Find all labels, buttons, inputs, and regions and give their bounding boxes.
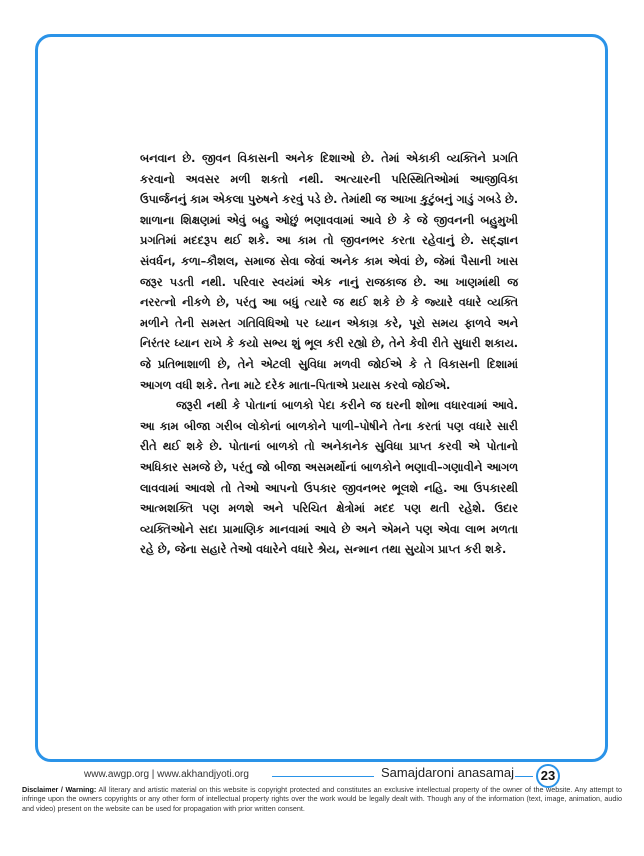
footer-divider — [272, 776, 374, 777]
footer-divider — [515, 776, 533, 777]
footer-title: Samajdaroni anasamaj — [381, 765, 514, 780]
paragraph: બનવાન છે. જીવન વિકાસની અનેક દિશાઓ છે. તેમાં એકાકી વ્યક્તિને પ્રગતિ કરવાનો અવસર મળી શકતો નથી. અત્યારની પરિસ્થિતિઓમાં આજીવિકા ઉપાર્જનનું કામ એકલા પુરુષને કરવું પડે છે. તેમાંથી જ આખા કુટુંબનું ગાડું ગબડે છે. શાળાના શિક્ષણમાં એવું બહુ ઓછું ભણાવવામાં આવે છે કે જે જીવનની બહુમુખી પ્રગતિમાં મદદરૂપ થઈ શકે. આ કામ તો જીવનભર કરતા રહેવાનું છે. સદ્જ્ઞાન સંવર્ધન, કળા–કૌશલ, સમાજ સેવા જેવાં અનેક કામ એવાં છે, જેમાં પૈસાની ખાસ જરૂર પડતી નથી. પરિવાર સ્વયંમાં એક નાનું રાજકાજ છે. આ ખાણમાંથી જ નરરત્નો નીકળે છે, પરંતુ આ બધું ત્યારે જ થઈ શકે છે કે જ્યારે વધારે વ્યક્તિ મળીને તેની સમસ્ત ગતિવિધિઓ પર ધ્યાન એકાગ્ર કરે, પૂરો સમય ફાળવે અને નિરંતર ધ્યાન રાખે કે કયો સભ્ય શું ભૂલ કરી રહ્યો છે, તેને કેવી રીતે સુધારી શકાય. જે પ્રતિભાશાળી છે, તેને એટલી સુવિધા મળવી જોઈએ કે તે વિકાસની દિશામાં આગળ વધી શકે. તેના માટે દરેક માતા–પિતાએ પ્રયાસ કરવો જોઈએ. — [140, 152, 519, 392]
paragraph: જરૂરી નથી કે પોતાનાં બાળકો પેદા કરીને જ ઘરની શોભા વધારવામાં આવે. આ કામ બીજા ગરીબ લોકોનાં બાળકોને પાળી–પોષીને તેના કરતાં પણ વધારે સારી રીતે થઈ શકે છે. પોતાનાં બાળકો તો અનેકાનેક સુવિધા પ્રાપ્ત કરવી એ પોતાનો અધિકાર સમજે છે, પરંતુ જો બીજા અસમર્થોનાં બાળકોને ભણાવી–ગણાવીને આગળ લાવવામાં આવશે તો તેઓ આપનો ઉપકાર જીવનભર ભૂલશે નહિ. આ ઉપકારથી આત્મશક્તિ પણ મળશે અને પરિચિત ક્ષેત્રોમાં મદદ પણ થતી રહેશે. ઉદાર વ્યક્તિઓને સદા પ્રામાણિક માનવામાં આવે છે અને એમને પણ એવા લાભ મળતા રહે છે, જેના સહારે તેઓ વધારેને વધારે શ્રેય, સન્માન તથા સુયોગ પ્રાપ્ત કરી શકે. — [140, 399, 518, 557]
disclaimer-text: All literary and artistic material on this website is copyright protected and constitutes an exclusive intellectual property of the owner of the website. Any attempt to infringe upon the owners copyrights or any other form of intellectual property rights over the work would be legally dealt with. Though any of the information (text, image, animation, audio and video) present on the website can be used for propagation with prior written consent. — [22, 785, 622, 813]
disclaimer — [22, 785, 622, 813]
page-number-badge: 23 — [536, 764, 560, 788]
footer-links[interactable]: www.awgp.org | www.akhandjyoti.org — [84, 769, 249, 780]
disclaimer-label: Disclaimer / Warning: — [22, 785, 97, 794]
article-body — [140, 149, 518, 561]
